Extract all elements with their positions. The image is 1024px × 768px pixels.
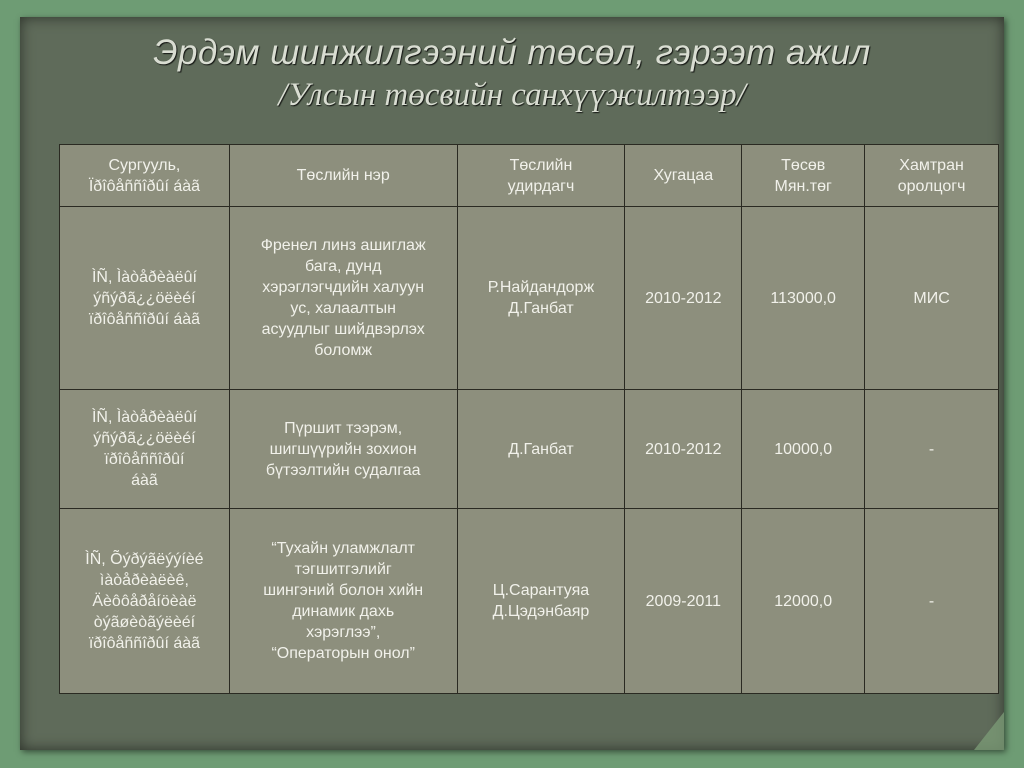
slide-title: Эрдэм шинжилгээний төсөл, гэрээт ажил — [153, 33, 871, 72]
cell-project-name: Френел линз ашиглаж бага, дунд хэрэглэгчдийн халуун ус, халаалтын асуудлыг шийдвэрлэх боломж — [229, 207, 457, 390]
cell-project-name: “Тухайн уламжлалт тэгшитгэлийг шингэний болон хийн динамик дахь хэрэглээ”, “Операторын онол” — [229, 509, 457, 694]
header-project-name: Төслийн нэр — [229, 145, 457, 207]
cell-school: ÌÑ, Õýðýãëýýíèé ìàòåðèàëèê, Äèôôåðåíöèàë òýãøèòãýëèéí ïðîôåññîðûí áàã — [60, 509, 230, 694]
projects-table — [59, 144, 999, 694]
cell-budget: 12000,0 — [742, 509, 865, 694]
header-project-lead: Төслийн удирдагч — [457, 145, 625, 207]
cell-budget: 113000,0 — [742, 207, 865, 390]
cell-partner: - — [865, 390, 999, 509]
table-row — [60, 207, 999, 390]
cell-duration: 2009-2011 — [625, 509, 742, 694]
header-budget: Төсөв Мян.төг — [742, 145, 865, 207]
cell-partner: МИС — [865, 207, 999, 390]
cell-duration: 2010-2012 — [625, 390, 742, 509]
header-duration: Хугацаа — [625, 145, 742, 207]
cell-project-name: Пүршит тээрэм, шигшүүрийн зохион бүтээлтийн судалгаа — [229, 390, 457, 509]
table-row — [60, 390, 999, 509]
cell-partner: - — [865, 509, 999, 694]
page-curl-decoration — [974, 712, 1004, 750]
slide-subtitle: /Улсын төсвийн санхүүжилтээр/ — [278, 77, 746, 113]
table-row — [60, 509, 999, 694]
cell-project-lead: Ц.Сарантуяа Д.Цэдэнбаяр — [457, 509, 625, 694]
cell-duration: 2010-2012 — [625, 207, 742, 390]
cell-project-lead: Р.Найдандорж Д.Ганбат — [457, 207, 625, 390]
table-header-row — [60, 145, 999, 207]
header-partner: Хамтран оролцогч — [865, 145, 999, 207]
cell-school: ÌÑ, Ìàòåðèàëûí ýñýðã¿¿öëèéí ïðîôåññîðûí áàã — [60, 207, 230, 390]
header-school: Сургууль, Ïðîôåññîðûí áàã — [60, 145, 230, 207]
cell-budget: 10000,0 — [742, 390, 865, 509]
cell-school: ÌÑ, Ìàòåðèàëûí ýñýðã¿¿öëèéí ïðîôåññîðûí áàã — [60, 390, 230, 509]
cell-project-lead: Д.Ганбат — [457, 390, 625, 509]
